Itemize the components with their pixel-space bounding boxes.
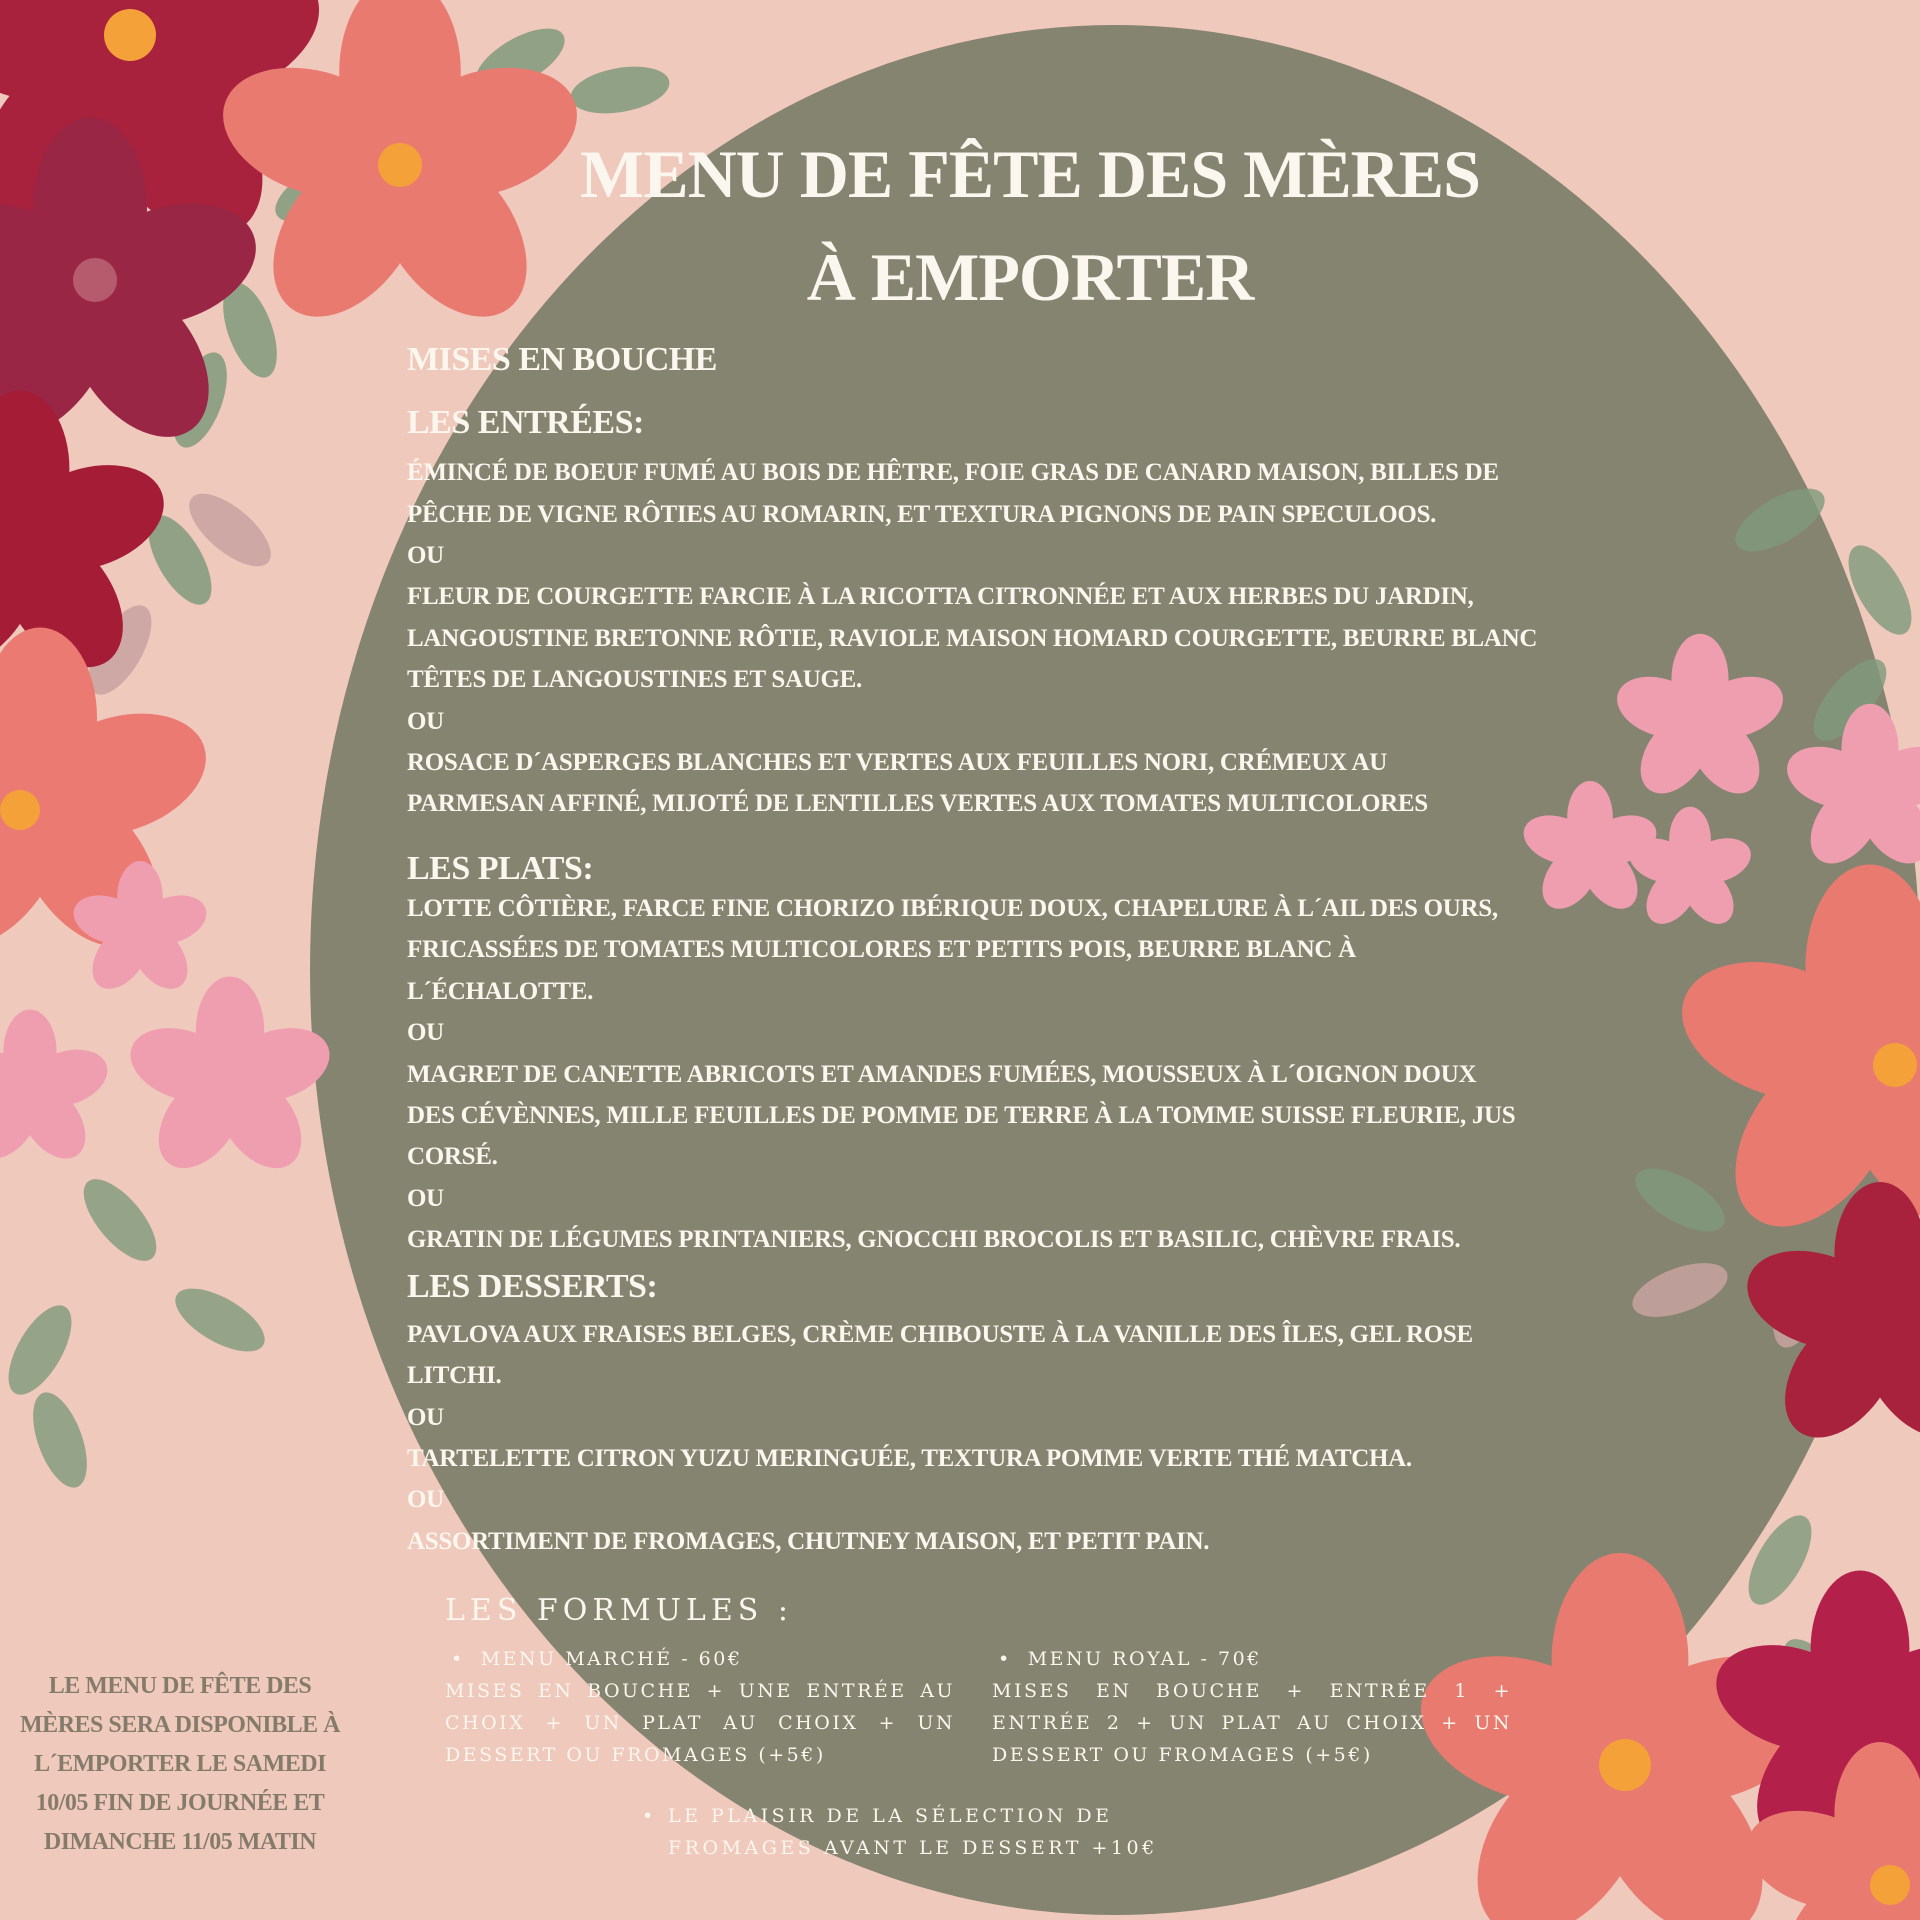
dessert-line: TARTELETTE CITRON YUZU MERINGUÉE, TEXTURA POMME VERTE THÉ MATCHA. (407, 1444, 1412, 1472)
entree-line: TÊTES DE LANGOUSTINES ET SAUGE. (407, 666, 862, 694)
entree-line: LANGOUSTINE BRETONNE RÔTIE, RAVIOLE MAISON HOMARD COURGETTE, BEURRE BLANC (407, 624, 1538, 652)
plat-line: DES CÉVÈNNES, MILLE FEUILLES DE POMME DE TERRE À LA TOMME SUISSE FLEURIE, JUS (407, 1101, 1516, 1129)
formule-royal-name: • MENU ROYAL - 70€ (992, 1643, 1512, 1675)
or-separator: OU (407, 1019, 444, 1047)
heading-plats: LES PLATS: (407, 849, 594, 887)
formules-heading: LES FORMULES : (445, 1593, 793, 1628)
or-separator: OU (407, 707, 444, 735)
plat-line: CORSÉ. (407, 1143, 498, 1171)
formule-marche-desc: MISES EN BOUCHE + UNE ENTRÉE AU CHOIX + UN PLAT AU CHOIX + UN DESSERT OU FROMAGES (+5€) (445, 1680, 955, 1766)
or-separator: OU (407, 1486, 444, 1514)
plat-line: LOTTE CÔTIÈRE, FARCE FINE CHORIZO IBÉRIQUE DOUX, CHAPELURE À L´AIL DES OURS, (407, 894, 1498, 922)
heading-desserts: LES DESSERTS: (407, 1267, 658, 1305)
dessert-line: PAVLOVA AUX FRAISES BELGES, CRÈME CHIBOUSTE À LA VANILLE DES ÎLES, GEL ROSE (407, 1320, 1473, 1348)
entrees-list (407, 452, 1607, 825)
plat-line: L´ÉCHALOTTE. (407, 977, 594, 1005)
formule-royal (992, 1643, 1512, 1771)
plat-line: MAGRET DE CANETTE ABRICOTS ET AMANDES FUMÉES, MOUSSEUX À L´OIGNON DOUX (407, 1060, 1477, 1088)
formules-section (445, 1593, 1512, 1766)
title-line-1: MENU DE FÊTE DES MÈRES (580, 136, 1480, 212)
plat-line: GRATIN DE LÉGUMES PRINTANIERS, GNOCCHI BROCOLIS ET BASILIC, CHÈVRE FRAIS. (407, 1226, 1461, 1254)
menu-content (407, 340, 1607, 1562)
formule-royal-desc: MISES EN BOUCHE + ENTRÉE 1 + ENTRÉE 2 + UN PLAT AU CHOIX + UN DESSERT OU FROMAGES (+5€) (992, 1680, 1512, 1766)
bullet-icon: • (642, 1805, 657, 1827)
heading-mises-en-bouche: MISES EN BOUCHE (407, 341, 717, 378)
entree-line: ÉMINCÉ DE BOEUF FUMÉ AU BOIS DE HÊTRE, FOIE GRAS DE CANARD MAISON, BILLES DE (407, 459, 1499, 487)
entree-line: PARMESAN AFFINÉ, MIJOTÉ DE LENTILLES VERTES AUX TOMATES MULTICOLORES (407, 790, 1428, 818)
formule-marche-name: • MENU MARCHÉ - 60€ (445, 1643, 955, 1675)
or-separator: OU (407, 1403, 444, 1431)
desserts-list (407, 1314, 1607, 1562)
entree-line: PÊCHE DE VIGNE RÔTIES AU ROMARIN, ET TEXTURA PIGNONS DE PAIN SPECULOOS. (407, 500, 1437, 528)
entree-line: ROSACE D´ASPERGES BLANCHES ET VERTES AUX FEUILLES NORI, CRÉMEUX AU (407, 749, 1388, 777)
formule-marche (445, 1643, 955, 1771)
formule-plaisir-text: LE PLAISIR DE LA SÉLECTION DE FROMAGES AVANT LE DESSERT +10€ (668, 1805, 1158, 1859)
dessert-line: LITCHI. (407, 1362, 502, 1390)
plat-line: FRICASSÉES DE TOMATES MULTICOLORES ET PETITS POIS, BEURRE BLANC À (407, 936, 1356, 964)
formule-plaisir (642, 1800, 1228, 1864)
dessert-line: ASSORTIMENT DE FROMAGES, CHUTNEY MAISON, ET PETIT PAIN. (407, 1527, 1210, 1555)
entree-line: FLEUR DE COURGETTE FARCIE À LA RICOTTA CITRONNÉE ET AUX HERBES DU JARDIN, (407, 583, 1474, 611)
or-separator: OU (407, 542, 444, 569)
title-line-2: À EMPORTER (806, 239, 1254, 315)
plats-list (407, 888, 1607, 1261)
heading-entrees: LES ENTRÉES: (407, 404, 644, 442)
availability-note: LE MENU DE FÊTE DES MÈRES SERA DISPONIBLE À L´EMPORTER LE SAMEDI 10/05 FIN DE JOURNÉE ET DIMANCHE 11/05 MATIN (20, 1673, 340, 1855)
or-separator: OU (407, 1184, 444, 1212)
